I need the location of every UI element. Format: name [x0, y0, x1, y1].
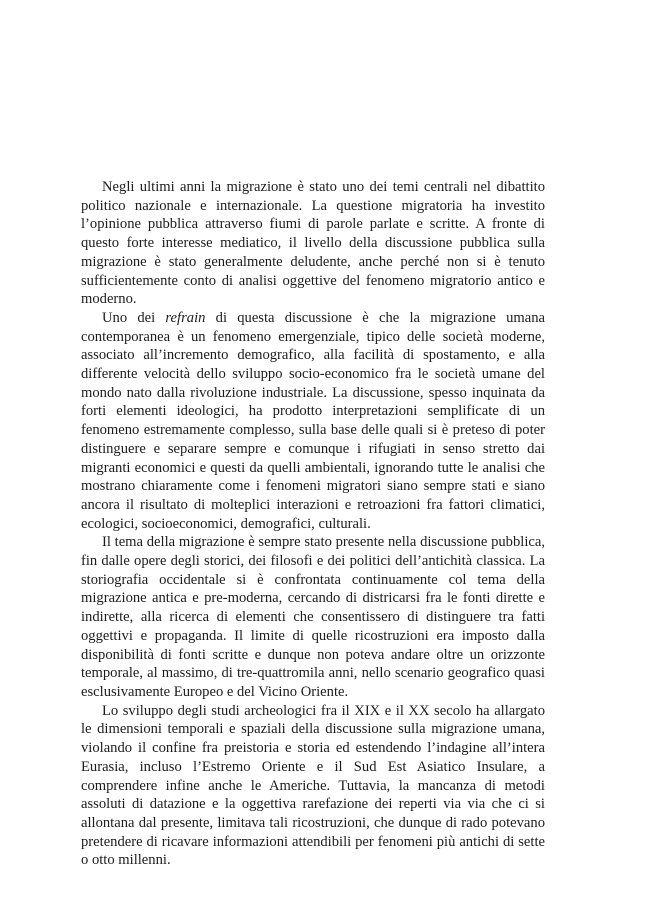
italic-term: refrain: [165, 309, 206, 326]
paragraph-1: Negli ultimi anni la migrazione è stato uno dei temi centrali nel dibattito politico nazionale e internazionale. La questione migratoria ha investito l’opinione pubblica attraverso fiumi di parole parlate e scritte. A fronte di questo forte interesse mediatico, il livello della discussione pubblica sulla migrazione è stato generalmente deludente, anche perché non si è tenuto sufficientemente conto di analisi oggettive del fenomeno migratorio antico e moderno.: [81, 179, 545, 308]
paragraph-2-lead: Uno dei: [102, 309, 166, 326]
paragraph-3: Il tema della migrazione è sempre stato presente nella discussione pubblica, fin dalle opere degli storici, dei filosofi e dei politici dell’antichità classica. La storiografia occidentale si è confrontata continuamente col tema della migrazione antica e pre-moderna, cercando di districarsi fra le fonti dirette e indirette, alla ricerca di elementi che consentissero di distinguere tra fatti oggettivi e propaganda. Il limite di quelle ricostruzioni era imposto dalla disponibilità di fonti scritte e dunque non poteva andare oltre un orizzonte temporale, al massimo, di tre-quattromila anni, nello scenario geografico quasi esclusivamente Europeo e del Vicino Oriente.: [81, 534, 545, 700]
paragraph-2: [81, 309, 545, 533]
paragraph-4: Lo sviluppo degli studi archeologici fra il XIX e il XX secolo ha allargato le dimensioni temporali e spaziali della discussione sulla migrazione umana, violando il confine fra preistoria e storia ed estendendo l’indagine all’intera Eurasia, incluso l’Estremo Oriente e il Sud Est Asiatico Insulare, a comprendere infine anche le Americhe. Tuttavia, la mancanza di metodi assoluti di datazione e la oggettiva rarefazione dei reperti via via che ci si allontana dal presente, limitava tali ricostruzioni, che dunque di rado potevano pretendere di ricavare informazioni attendibili per fenomeni più antichi di sette o otto millenni.: [81, 702, 545, 869]
paragraph-2-body: di questa discussione è che la migrazione umana contemporanea è un fenomeno emergenziale, tipico delle società moderne, associato all’incremento demografico, alla facilità di spostamento, e alla differente velocità dello sviluppo socio-economico fra le società umane del mondo nato dalla rivoluzione industriale. La discussione, spesso inquinata da forti elementi ideologici, ha prodotto interpretazioni semplificate di un fenomeno estremamente complesso, sulla base delle quali si è preteso di poter distinguere e separare sempre e comunque i rifugiati in senso stretto dai migranti economici e questi da quelli ambientali, ignorando tutte le analisi che mostrano chiaramente come i fenomeni migratori siano sempre stati e siano ancora il risultato di molteplici interazioni e retroazioni fra fattori climatici, ecologici, socioeconomici, demografici, culturali.: [81, 309, 545, 532]
document-page: [81, 178, 545, 870]
